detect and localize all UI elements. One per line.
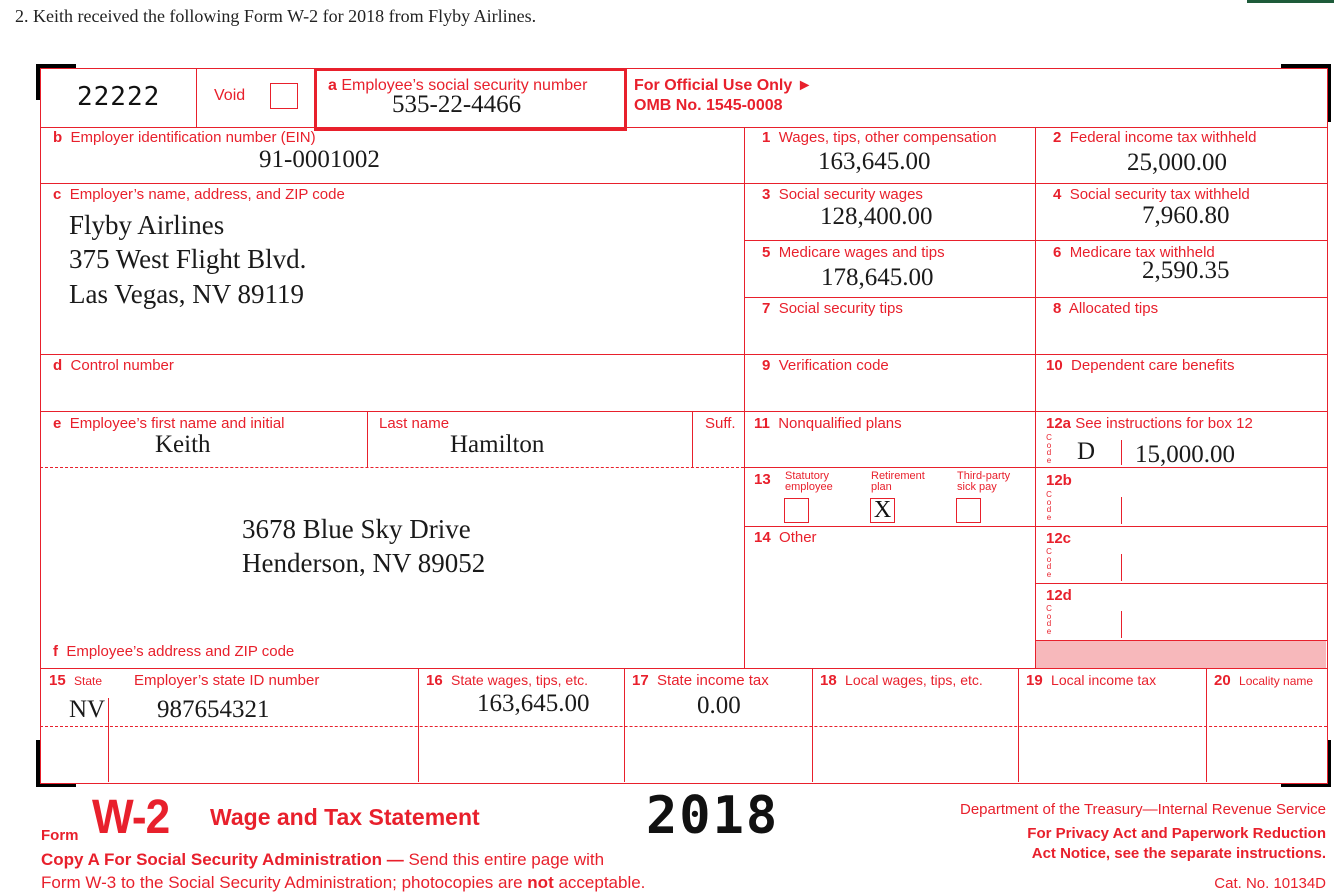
box-12a-label: 12a See instructions for box 12 — [1046, 415, 1253, 432]
box-11-label: 11 Nonqualified plans — [754, 415, 902, 432]
top-right-accent — [1247, 0, 1334, 3]
copy-a-line: Copy A For Social Security Administration — Send this entire page with — [41, 850, 605, 869]
code-divider — [1121, 497, 1122, 524]
box-2-label: 2 Federal income tax withheld — [1053, 129, 1257, 146]
form-name: W-2 — [92, 791, 170, 844]
code-divider — [1121, 440, 1122, 465]
box-d-label: d Control number — [53, 357, 174, 374]
statutory-employee-checkbox[interactable] — [784, 498, 809, 523]
box-3-value: 128,400.00 — [820, 203, 933, 230]
grid-line — [196, 68, 197, 127]
grid-line — [692, 411, 693, 467]
privacy-notice-2: Act Notice, see the separate instructions. — [1031, 845, 1326, 862]
official-use-label: For Official Use Only ► — [634, 77, 813, 94]
box-b-label: b Employer identification number (EIN) — [53, 129, 316, 146]
box-14-label: 14 Other — [754, 529, 817, 546]
form-title: Wage and Tax Statement — [210, 804, 480, 830]
state-value: NV — [69, 696, 106, 723]
grid-line — [40, 183, 744, 184]
privacy-notice-1: For Privacy Act and Paperwork Reduction — [1027, 825, 1326, 842]
box-1-label: 1 Wages, tips, other compensation — [762, 129, 997, 146]
box-c-label: c Employer’s name, address, and ZIP code — [53, 186, 345, 203]
grid-line — [1206, 668, 1207, 782]
code-label: C o d e — [1046, 547, 1052, 579]
employee-last-name: Hamilton — [450, 431, 545, 458]
code-label: C o d e — [1046, 433, 1052, 465]
last-name-label: Last name — [379, 415, 450, 432]
grid-line — [367, 411, 368, 467]
grid-line — [40, 411, 1327, 412]
employee-city: Henderson, NV 89052 — [242, 548, 486, 578]
box-12a-code: D — [1077, 438, 1096, 465]
box-12b-label: 12b — [1046, 472, 1072, 489]
state-id-value: 987654321 — [157, 696, 270, 723]
w3-line: Form W-3 to the Social Security Administration; photocopies are not acceptable. — [41, 873, 646, 892]
grid-line — [812, 668, 813, 782]
box-6-value: 2,590.35 — [1142, 257, 1230, 284]
grid-line — [40, 668, 1327, 669]
box-17-label: 17 State income tax — [632, 672, 769, 689]
box-12c-label: 12c — [1046, 530, 1072, 547]
grid-line — [40, 127, 1327, 128]
box-8-label: 8 Allocated tips — [1053, 300, 1159, 317]
code-label: C o d e — [1046, 490, 1052, 522]
employer-name: Flyby Airlines — [69, 210, 225, 240]
ein-value: 91-0001002 — [259, 146, 380, 173]
tax-year: 2018 — [646, 786, 780, 846]
third-party-sick-pay-checkbox[interactable] — [956, 498, 981, 523]
omb-number: OMB No. 1545-0008 — [634, 97, 783, 114]
grid-line-dashed — [40, 726, 1327, 727]
grid-line — [1035, 127, 1036, 668]
grid-line — [40, 354, 1327, 355]
code-divider — [1121, 611, 1122, 638]
box-5-value: 178,645.00 — [821, 264, 934, 291]
grid-line — [744, 526, 1035, 527]
code-divider — [1121, 554, 1122, 581]
box-18-label: 18 Local wages, tips, etc. — [820, 672, 983, 689]
employer-city: Las Vegas, NV 89119 — [69, 279, 304, 309]
question-text: 2. Keith received the following Form W-2 for 2018 from Flyby Airlines. — [15, 6, 537, 26]
form-code: 22222 — [77, 82, 161, 112]
box-2-value: 25,000.00 — [1127, 149, 1227, 176]
grid-line-dashed — [40, 467, 744, 468]
box-7-label: 7 Social security tips — [762, 300, 903, 317]
grid-line — [418, 668, 419, 782]
box-16-label: 16 State wages, tips, etc. — [426, 672, 588, 689]
state-id-label: Employer’s state ID number — [134, 672, 320, 689]
box-12d-label: 12d — [1046, 587, 1072, 604]
form-word: Form — [41, 827, 79, 844]
box-a-label: a Employee’s social security number — [328, 77, 588, 94]
grid-line — [624, 668, 625, 782]
suffix-label: Suff. — [705, 415, 736, 432]
box-9-label: 9 Verification code — [762, 357, 889, 374]
grid-line — [1035, 526, 1327, 527]
box-e-label: e Employee’s first name and initial — [53, 415, 285, 432]
box-f-label: f Employee’s address and ZIP code — [53, 643, 295, 660]
grid-line — [1018, 668, 1019, 782]
box-6-label: 6 Medicare tax withheld — [1053, 244, 1215, 261]
statutory-employee-label: Statutory employee — [785, 470, 833, 493]
box-4-label: 4 Social security tax withheld — [1053, 186, 1250, 203]
box-10-label: 10 Dependent care benefits — [1046, 357, 1235, 374]
box-17-value: 0.00 — [697, 692, 741, 719]
catalog-number: Cat. No. 10134D — [1214, 875, 1326, 892]
retirement-plan-label: Retirement plan — [871, 470, 925, 493]
box-4-value: 7,960.80 — [1142, 202, 1230, 229]
employee-first-name: Keith — [155, 431, 211, 458]
retirement-plan-checkbox[interactable] — [870, 498, 895, 523]
void-checkbox[interactable] — [270, 83, 298, 109]
shaded-box — [1036, 641, 1326, 668]
grid-line — [1035, 583, 1327, 584]
box-3-label: 3 Social security wages — [762, 186, 923, 203]
box-12a-value: 15,000.00 — [1135, 441, 1235, 468]
box-13-label: 13 — [754, 471, 771, 488]
retirement-plan-checkmark: X — [873, 497, 892, 523]
irs-department: Department of the Treasury—Internal Revenue Service — [959, 801, 1326, 818]
third-party-sick-pay-label: Third-party sick pay — [957, 470, 1011, 493]
employer-street: 375 West Flight Blvd. — [69, 244, 307, 274]
grid-line — [744, 127, 745, 668]
code-label: C o d e — [1046, 604, 1052, 636]
ssn-value: 535-22-4466 — [392, 91, 522, 118]
box-16-value: 163,645.00 — [477, 690, 590, 717]
box-19-label: 19 Local income tax — [1026, 672, 1157, 689]
box-15-label: 15 State — [49, 672, 103, 689]
box-1-value: 163,645.00 — [818, 148, 931, 175]
employee-street: 3678 Blue Sky Drive — [242, 514, 471, 544]
grid-line — [108, 698, 109, 782]
box-20-label: 20 Locality name — [1214, 672, 1314, 689]
void-label: Void — [214, 87, 246, 104]
box-5-label: 5 Medicare wages and tips — [762, 244, 945, 261]
